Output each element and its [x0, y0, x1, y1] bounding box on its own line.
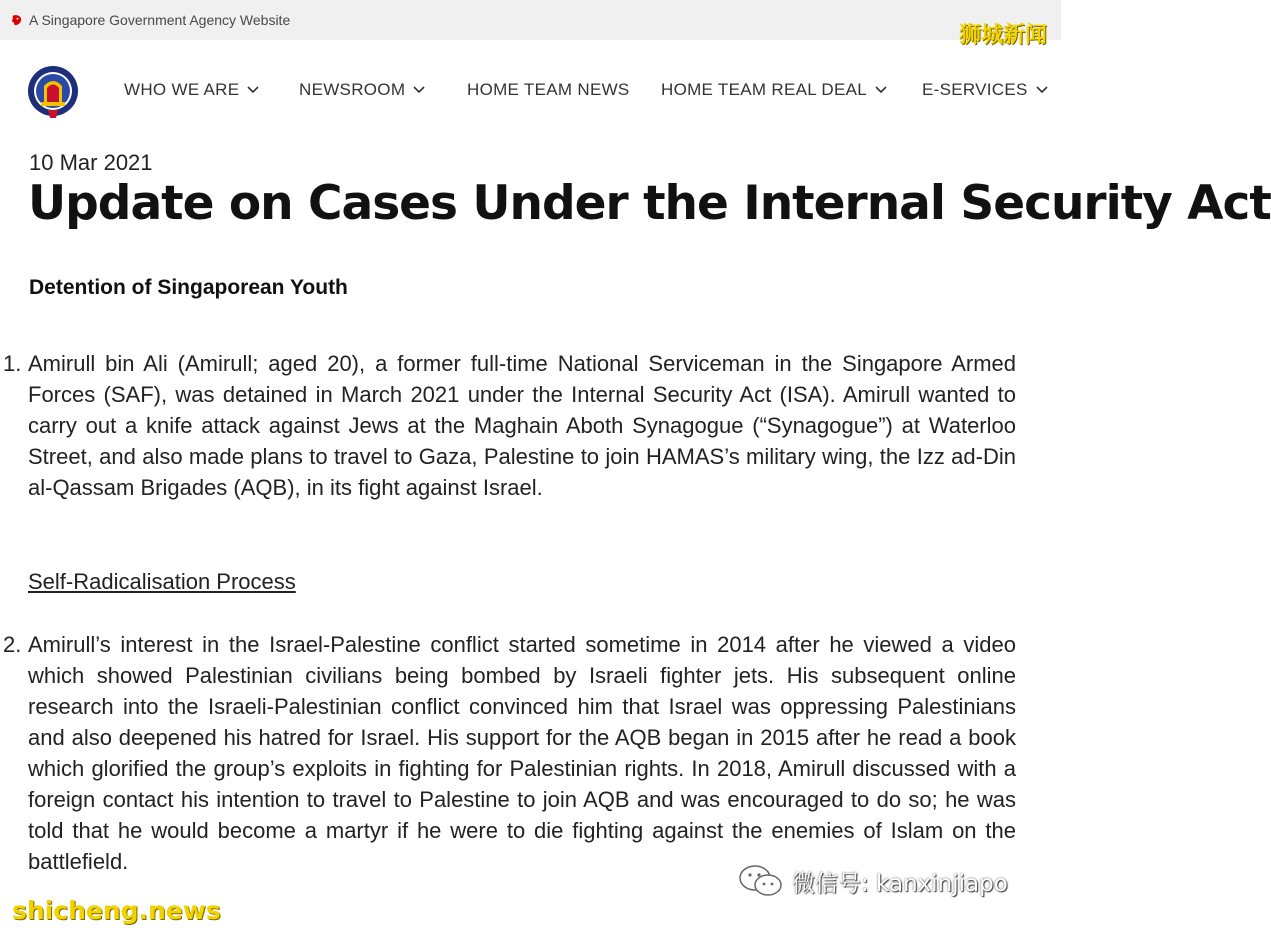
main-navigation [0, 40, 1061, 144]
section-heading: Self-Radicalisation Process [28, 569, 296, 594]
wechat-icon [738, 864, 784, 898]
chevron-down-icon [875, 86, 887, 94]
paragraph-number: 1. [3, 351, 22, 376]
watermark-top: 狮城新闻 [958, 23, 1047, 48]
wechat-id: 微信号: kanxinjiapo [792, 870, 1008, 897]
chevron-down-icon [1036, 86, 1048, 94]
mha-logo[interactable] [26, 64, 80, 120]
nav-e-services-label: E-SERVICES [922, 80, 1028, 99]
nav-newsroom-label: NEWSROOM [299, 80, 406, 99]
nav-home-team-news-label: HOME TEAM NEWS [467, 80, 630, 99]
article-paragraph: Amirull bin Ali (Amirull; aged 20), a former full-time National Serviceman in the Singapore Armed Forces (SAF), was detained in March 2021 under the Internal Security Act (ISA). Amirull wanted to carry out a knife attack against Jews at the Maghain Aboth Synagogue (“Synagogue”) at Waterloo Street, and also made plans to travel to Gaza, Palestine to join HAMAS’s military wing, the Izz ad-Din al-Qassam Brigades (AQB), in its fight against Israel. [28, 351, 1016, 500]
gov-masthead [0, 0, 1061, 40]
chevron-down-icon [247, 86, 259, 94]
page-title: Update on Cases Under the Internal Security Act [28, 176, 1271, 231]
nav-home-team-real-deal[interactable] [661, 80, 887, 100]
chevron-down-icon [413, 86, 425, 94]
nav-newsroom[interactable] [299, 80, 425, 100]
nav-home-team-real-deal-label: HOME TEAM REAL DEAL [661, 80, 867, 99]
gov-masthead-text: A Singapore Government Agency Website [29, 12, 291, 28]
nav-who-we-are[interactable] [124, 80, 259, 100]
singapore-lion-icon [10, 14, 23, 27]
nav-e-services[interactable] [922, 80, 1048, 100]
paragraph-number: 2. [3, 632, 22, 657]
article-date: 10 Mar 2021 [29, 150, 153, 175]
nav-who-we-are-label: WHO WE ARE [124, 80, 240, 99]
watermark-bottom: shicheng.news [12, 896, 221, 925]
article-subhead: Detention of Singaporean Youth [29, 276, 348, 299]
nav-home-team-news[interactable] [467, 80, 630, 100]
wechat-watermark [738, 864, 1008, 898]
article-paragraph: Amirull’s interest in the Israel-Palestine conflict started sometime in 2014 after he viewed a video which showed Palestinian civilians being bombed by Israeli fighter jets. His subsequent online research into the Israeli-Palestinian conflict convinced him that Israel was oppressing Palestinians and also deepened his hatred for Israel. His support for the AQB began in 2015 after he read a book which glorified the group’s exploits in fighting for Palestinian rights. In 2018, Amirull discussed with a foreign contact his intention to travel to Palestine to join AQB and was encouraged to do so; he was told that he would become a martyr if he were to die fighting against the enemies of Islam on the battlefield. [28, 632, 1016, 874]
